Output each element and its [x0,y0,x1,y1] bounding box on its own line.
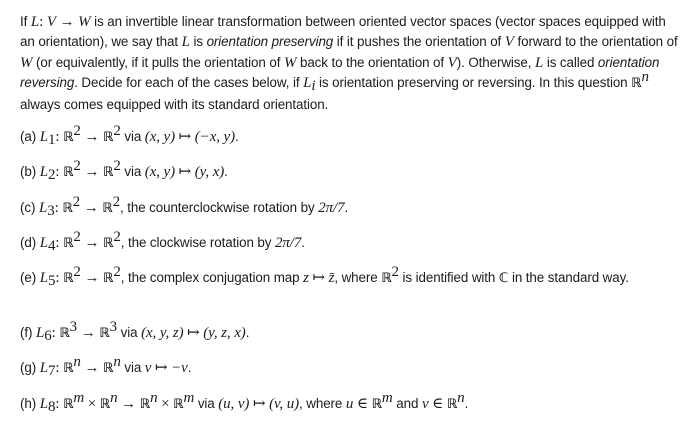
math-superscript: 3 [109,319,118,335]
math-symbol: ℝ [59,326,70,341]
math-symbol: ℝ [63,361,74,376]
case-a: (a) $L_1$: ℝ$^2$ → ℝ$^2$ via (x, y) ↦ (−x, y). [20,123,239,148]
math-superscript: m [183,390,195,406]
case-label: (g) [20,360,40,375]
term-orientation-preserving: orientation preserving [206,34,334,50]
intro-text: always comes equipped with its standard orientation. [20,96,329,112]
case-g: (g) $L_7$: ℝ$^n$ → ℝ$^n$ via v ↦ −v. [20,354,192,379]
math-symbol: ℝ [63,236,74,251]
math-symbol: W [20,54,33,71]
math-symbol: ∈ [353,396,372,412]
math-symbol: ℝ [446,397,458,412]
case-label: (b) [20,164,40,179]
intro-text: is an invertible linear transformation between oriented vector spaces (vector spaces equipped with an orientation), we say that [20,14,666,50]
math-symbol: L [39,235,48,251]
case-text: in the standard way. [508,270,629,285]
math-expression: (x, y) ↦ (y, x) [144,164,225,180]
case-text: , the complex conjugation map [120,270,304,285]
case-e: (e) $L_5$: ℝ$^2$ → ℝ$^2$, the complex conjugation map z ↦ z̄, where ℝ$^2$ is identified with ℂ in the standard way. [20,264,629,289]
intro-text: is [189,34,207,50]
math-symbol: L [39,129,48,145]
case-label: (e) [20,270,40,285]
math-expression: 2π/7 [318,200,345,216]
math-symbol: L [35,325,45,341]
math-symbol: ℝ [173,397,184,412]
intro-text: (or equivalently, if it pulls the orientation of [32,54,284,70]
math-expression: z ↦ z̄ [303,270,335,286]
intro-text: is orientation preserving or reversing. In this question [315,75,632,91]
term-orientation-reversing: orientation reversing [20,54,660,91]
math-superscript: 2 [113,264,121,280]
case-label: (d) [20,235,40,250]
case-text: , the clockwise rotation by [120,235,275,250]
case-text: via [194,396,219,411]
math-subscript: 3 [47,203,55,219]
math-symbol: L [534,54,544,71]
math-superscript: 2 [73,123,81,139]
math-superscript: 2 [113,123,121,139]
math-expression: (x, y, z) ↦ (y, z, x) [141,325,246,341]
math-symbol: → [80,164,103,180]
math-superscript: n [150,390,158,406]
question-text [20,12,682,115]
case-label: (a) [20,129,40,144]
math-subscript: 7 [47,363,56,379]
math-superscript: 2 [112,194,120,210]
math-symbol: v [421,396,429,412]
math-superscript: n [457,390,465,406]
math-symbol: ℝ [381,271,392,286]
math-symbol: L [39,164,48,180]
math-superscript: n [641,69,649,86]
math-symbol: V [46,14,56,30]
math-subscript: 1 [47,132,56,148]
intro-text: . Decide for each of the cases below, if [74,75,304,91]
math-subscript: 5 [47,273,56,289]
math-symbol: ℝ [62,201,73,216]
math-superscript: 2 [73,158,81,174]
math-expression: v ↦ −v [144,360,188,376]
math-subscript: 8 [47,399,56,415]
math-expression: (x, y) ↦ (−x, y) [144,129,235,145]
math-subscript: 2 [47,167,56,183]
case-d: (d) $L_4$: ℝ$^2$ → ℝ$^2$, the clockwise rotation by 2π/7. [20,229,305,254]
math-subscript: 6 [44,328,52,344]
math-symbol: L [38,200,48,216]
case-text: via [117,325,142,340]
case-text: , where [334,270,382,285]
case-text: via [120,129,145,144]
math-symbol: ℝ [63,271,74,286]
math-symbol: ℝ [103,271,114,286]
math-symbol: ℝ [99,326,110,341]
math-symbol: V [504,34,514,51]
intro-text: forward to the orientation of [513,34,678,50]
math-symbol: ℝ [63,397,74,412]
math-superscript: m [73,390,85,406]
case-b: (b) $L_2$: ℝ$^2$ → ℝ$^2$ via (x, y) ↦ (y, x). [20,158,228,183]
intro-text: ). Otherwise, [456,54,535,70]
math-symbol: V [447,54,457,71]
math-superscript: 2 [72,194,81,210]
math-symbol: ℝ [103,361,114,376]
math-superscript: 2 [391,264,399,280]
math-symbol: → [80,129,103,145]
math-superscript: n [73,354,81,370]
case-text: and [392,396,422,411]
math-symbol: ℝ [631,76,642,92]
math-subscript: i [311,78,316,95]
math-symbol: ℝ [99,397,111,412]
math-symbol: → [80,360,103,376]
math-symbol: → [117,396,140,412]
case-label: (c) [20,200,39,215]
math-superscript: 3 [69,319,78,335]
math-symbol: × [84,396,100,412]
case-text: , the counterclockwise rotation by [119,200,319,215]
math-symbol: L [39,270,48,286]
math-superscript: m [381,390,393,406]
math-symbol: ℝ [63,165,74,180]
case-text: via [120,360,145,375]
math-symbol: → [80,270,103,286]
math-superscript: 2 [73,229,81,245]
intro-text: is called [543,54,598,70]
math-symbol: → [80,200,103,216]
intro-text: If [20,14,31,29]
math-symbol: L [303,75,312,92]
math-superscript: 2 [113,229,121,245]
math-expression: (u, v) ↦ (v, u) [218,396,300,412]
intro-text: back to the orientation of [296,54,448,70]
math-symbol: L [39,360,48,376]
math-symbol: ℝ [139,397,151,412]
math-symbol: × [157,396,174,412]
math-symbol: L [30,14,40,30]
case-label: (h) [20,396,40,411]
math-superscript: n [113,354,121,370]
intro-paragraph [20,12,682,115]
math-symbol: u [345,396,354,412]
math-symbol: ℝ [103,130,114,145]
case-label: (f) [20,325,36,340]
math-subscript: 4 [47,238,56,254]
math-symbol: ℝ [63,130,74,145]
intro-text: if it pushes the orientation of [333,34,505,50]
math-symbol: L [39,396,48,412]
math-superscript: n [110,390,118,406]
math-symbol: W [78,14,91,30]
math-symbol: ℝ [103,236,114,251]
math-superscript: 2 [73,264,81,280]
case-text: is identified with [398,270,499,285]
math-symbol: ℝ [102,201,113,216]
math-symbol: ∈ [428,396,447,412]
math-symbol: → [77,325,100,341]
math-symbol: W [283,54,297,71]
case-h: (h) $L_8$: ℝ$^m$ × ℝ$^n$ → ℝ$^n$ × ℝ$^m$ via (u, v) ↦ (v, u), where u ∈ ℝ$^m$ and v ∈ ℝ$^n$. [20,390,469,415]
math-superscript: 2 [113,158,121,174]
math-symbol: : [39,14,47,30]
math-symbol: ℝ [103,165,114,180]
case-f: (f) $L_6$: ℝ$^3$ → ℝ$^3$ via (x, y, z) ↦ (y, z, x). [20,319,250,344]
math-symbol: ℝ [371,397,382,412]
math-symbol: → [55,14,79,30]
math-expression: 2π/7 [274,235,302,251]
math-symbol: → [80,235,103,251]
case-text: , where [299,396,346,411]
math-symbol: L [181,34,190,51]
math-symbol: ℂ [498,271,509,286]
case-text: via [120,164,145,179]
case-c: (c) $L_3$: ℝ$^2$ → ℝ$^2$, the counterclockwise rotation by 2π/7. [20,194,349,219]
